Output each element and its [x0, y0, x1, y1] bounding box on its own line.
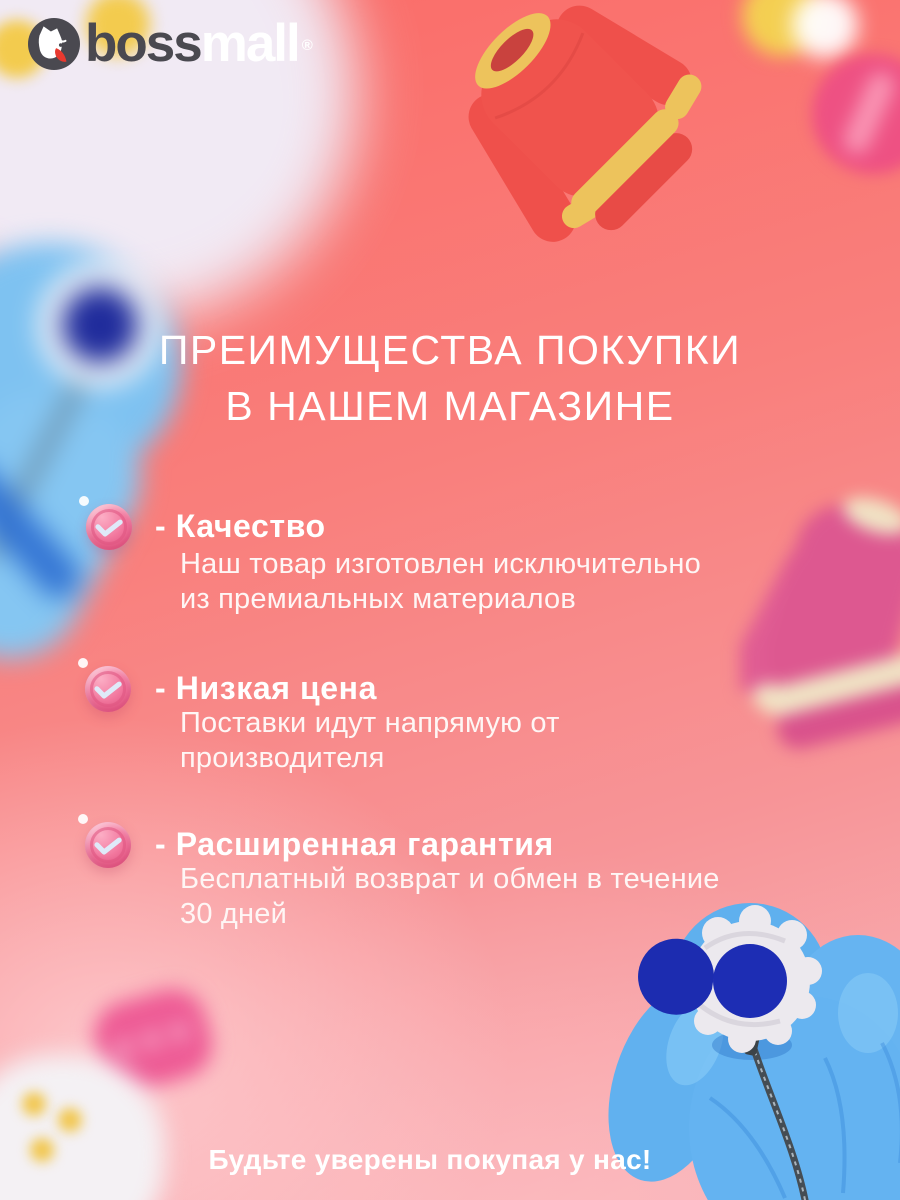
yellow-dot-decoration	[58, 1108, 82, 1132]
highlight-streak	[840, 68, 899, 157]
benefit-description-line: Поставки идут напрямую от	[180, 707, 560, 739]
registered-trademark: ®	[301, 37, 313, 54]
benefit-title: - Качество	[155, 508, 326, 544]
pink-sweater-illustration	[740, 478, 900, 768]
check-badge	[85, 666, 131, 712]
red-sweater-illustration	[420, 0, 720, 268]
benefit-description-line: Бесплатный возврат и обмен в течение	[180, 863, 720, 895]
benefit-description-line: 30 дней	[180, 898, 287, 930]
brand-logo-text	[85, 14, 313, 73]
benefit-title: - Низкая цена	[155, 670, 378, 706]
benefit-description-line: из премиальных материалов	[180, 583, 576, 615]
check-badge	[85, 822, 131, 868]
benefit-description-line: Наш товар изготовлен исключительно	[180, 548, 701, 580]
page-title-line1: ПРЕИМУЩЕСТВА ПОКУПКИ	[158, 327, 742, 373]
yellow-dot-decoration	[22, 1092, 46, 1116]
benefit-description	[180, 547, 701, 617]
benefit-title: - Расширенная гарантия	[155, 826, 554, 862]
pink-circle-decoration	[812, 54, 900, 174]
page-title-line2: В НАШЕМ МАГАЗИНЕ	[225, 383, 675, 429]
check-badge	[86, 504, 132, 550]
cat-mascot-icon	[28, 18, 80, 70]
brand-logo	[28, 14, 313, 73]
benefit-description	[180, 706, 560, 776]
footer-note: Будьте уверены покупая у нас!	[208, 1144, 652, 1175]
benefit-description	[180, 862, 720, 932]
benefit-description-line: производителя	[180, 742, 385, 774]
logo-text-mall: mall	[200, 14, 299, 73]
white-dot-decoration	[792, 0, 858, 58]
check-icon	[83, 664, 134, 715]
logo-text-boss: boss	[85, 14, 201, 73]
check-icon	[84, 502, 135, 553]
page-title	[0, 322, 900, 434]
check-icon	[83, 820, 134, 871]
